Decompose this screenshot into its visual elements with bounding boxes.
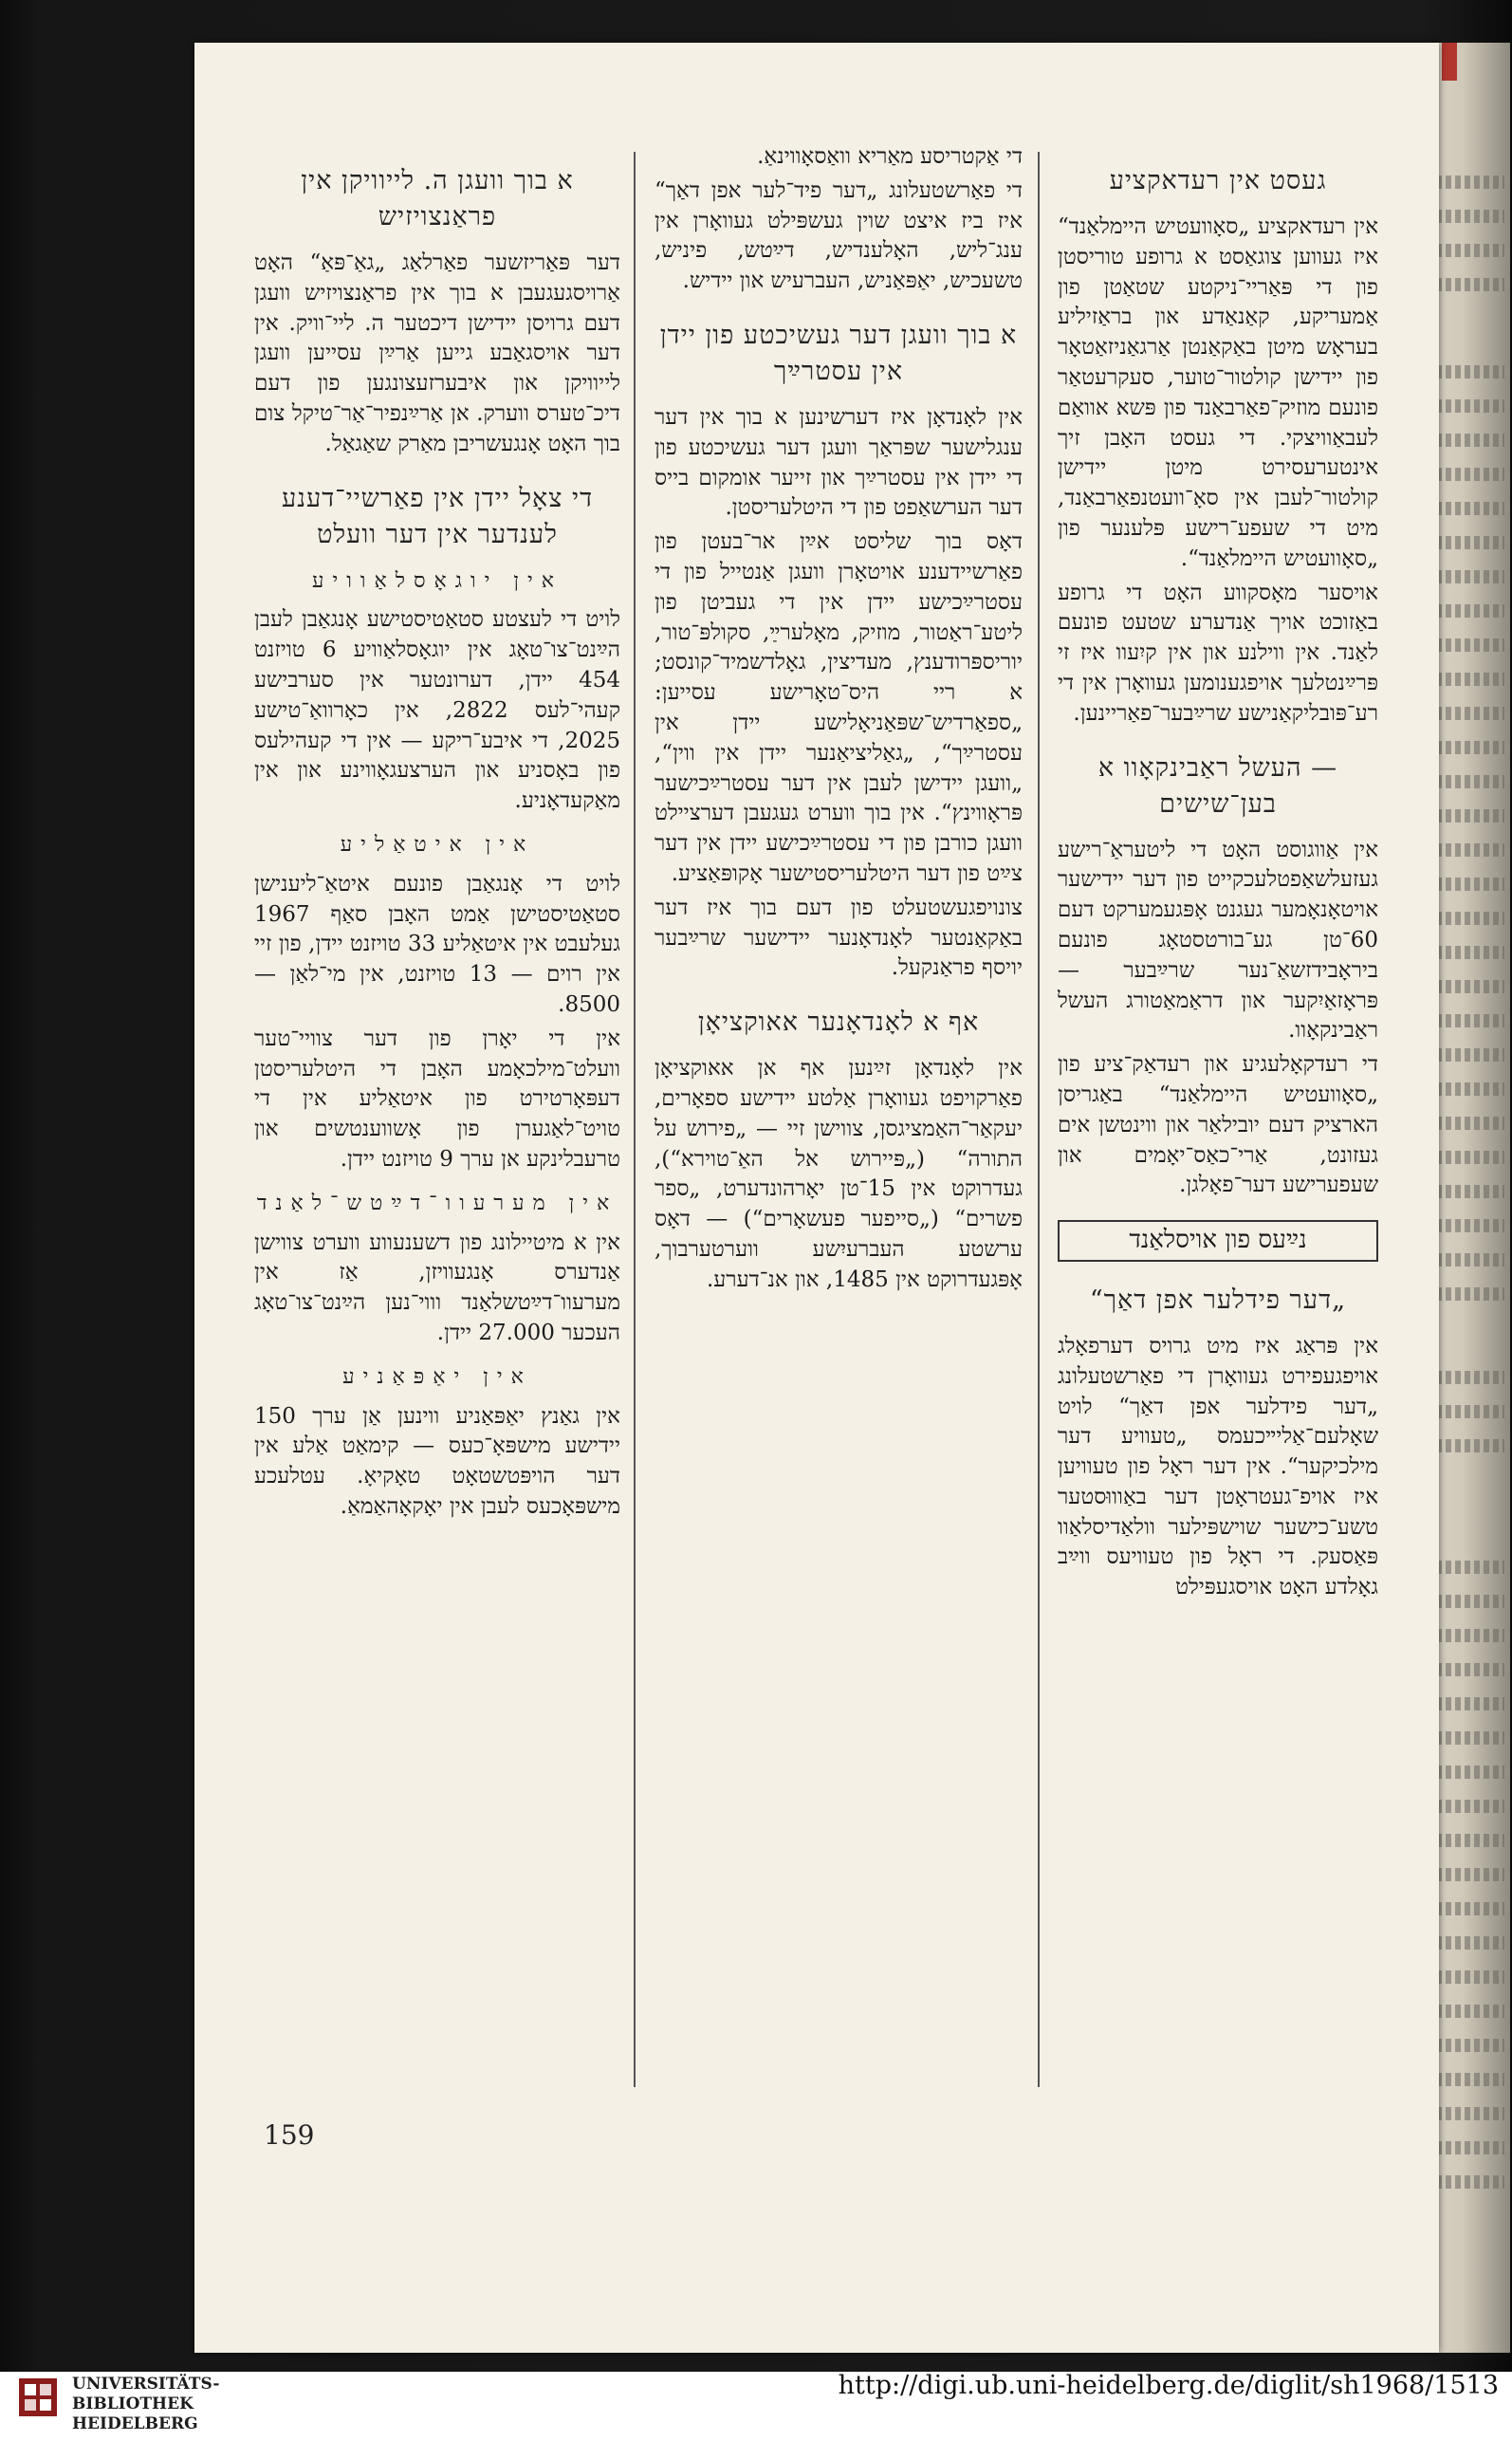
column-rule-right (1038, 152, 1040, 2087)
column-left (254, 142, 620, 1526)
article-austria-p1: אין לאָנדאָן איז דערשינען א בוך אין דער ענגלישער שפּראַך וועגן דער געשיכטע פון די יידן אין עסטרײַך און זייער אומקום בייס דער הערשאַפט פון די היטלעריסטן. (655, 404, 1023, 521)
heading-jewish-population: די צאָל יידן אין פאַרשיי־דענע לענדער אין דער וועלט (281, 483, 594, 549)
library-name-line2: BIBLIOTHEK (72, 2394, 194, 2413)
column-right (1058, 142, 1378, 1607)
subheading-west-germany: אין מערעוו־דײַטש־לאַנד (256, 1191, 618, 1215)
subheading-italy: אין איטאַליע (340, 832, 535, 857)
article-austria-p3: צונויפגעשטעלט פון דעם בוך איז דער באַקאַנטער לאָנדאָנער יידישער שרײַבער יויסף פראַנקעל. (655, 895, 1023, 981)
library-name (72, 2375, 262, 2434)
article-guests-p1: אין רעדאקציע „סאָוועטיש היימלאַנד“ איז געווען צוגאַסט א גרופע טוריסטן פון די פּאַריי־ניקטע שטאַטן פון אַמעריקע, קאַנאַדע און בראַזיליע בעראָש מיטן באַקאַנטן אַרגאַניזאַטאָר פון יידישן קולטור־טוער, סעקרעטאַר פונעם מוזיק־פאַרבאַנד פון פּשא אוואַם לעבאַוויצקי. די געסט האָבן זיך אינטערעסירט מיטן יידישן קולטור־לעבן אין סאָ־וועטנפאַרבאַנד, מיט די שעפע־רישע פּלענער פון „סאָוועטיש היימלאַנד“. (1058, 214, 1378, 571)
article-fiddler-p1: אין פּראַג איז מיט גרויס דערפאָלג אויפגעפירט געוואָרן די פאַרשטעלונג „דער פידלער אפן דאַך“ לויט שאָלעם־אַליײכעמס „טעוויע דער מילכיקער“. אין דער ראָל פון טעוויען איז אויפ־געטראָטן דער באַוווּסטער טשע־כישער שוישפּילער וולאַדיסלאַוו פּאַסעק. די ראָל פון טעוויעס ווײַב גאָלדע האָט אויסגעפּילט (1058, 1333, 1378, 1600)
heading-rabinkov: — העשל ראַבינקאָוו א בען־שישים (1097, 752, 1338, 819)
article-guests-p2: אויסער מאָסקווע האָט די גרופע באַזוכט אויך אַנדערע שטעט פונעם לאַנד. אין ווילנע און אין קיִעוו איז זי פּרײַנטלעך אויפגענומען געוואָרן אין די רע־פּובליקאַנישע שרײַבער־פאַריינען. (1058, 580, 1378, 726)
article-japan: אין גאַנץ יאַפּאַניע ווינען אַן ערך 150 יידישע מישפּאָ־כעס — קימאַט אַלע אין דער הויפּטשטאָט טאָקיאָ. עטלעכע מישפּאָכעס לעבן אין יאָקאָהאַמאַ. (254, 1403, 620, 1519)
heading-fiddler-on-the-roof: „דער פידלער אפן דאַך“ (1089, 1285, 1347, 1315)
article-west-germany: אין א מיטיילונג פון דשענעווע ווערט צווישן אַנדערס אָנגעוויזן, אַז אין מערעוו־דײַטשלאַנד וווי־נען הײַנט־צו־טאָג העכער 27.000 יידן. (254, 1230, 620, 1345)
article-rabinkov-p2: די רעדקאָלעגיע און רעדאַק־ציע פון „סאָוועטיש היימלאַנד“ באַגריסן הארציק דעם יובילאַר און ווינטשן אים געזונט, אַרי־כאַס־יאָמים און שעפערישע דער־פאָלגן. (1058, 1052, 1378, 1198)
library-name-line3: HEIDELBERG (72, 2414, 198, 2433)
red-page-marker (1442, 43, 1457, 81)
section-box-news-from-abroad: נײַעס פון אויסלאַנד (1058, 1220, 1378, 1262)
heading-austrian-jews-book: א בוך וועגן דער געשיכטע פון יידן אין עסטרײַך (659, 320, 1018, 386)
column-rule-left (634, 152, 636, 2087)
source-url-link[interactable]: http://digi.ub.uni-heidelberg.de/diglit/sh1968/1513 (838, 2371, 1499, 2400)
article-italy-p1: לויט די אָנגאַבן פונעם איטאַ־ליענישן סטאַטיסטישן אַמט האָבן סאַף 1967 געלעבט אין איטאַליע 33 טויזנט יידן, פון זיי אין רוים — 13 טויזנט, אין מי־לאַן — 8500. (254, 871, 620, 1017)
article-italy-p2: אין די יאָרן פון דער צוויי־טער וועלט־מילכאָמע האָבן די היטלעריסטן דעפּאָרטירט פון איטאַליע אין די טויט־לאַגערן פון אָשווענטשים און טרעבלינקע אן ערך 9 טויזנט יידן. (254, 1026, 620, 1172)
article-rabinkov-p1: אין אַווגוסט האָט די ליטעראַ־רישע געזעלשאַפטלעכקייט פון דער יידישער אויטאָנאָמער געגנט אָפּגעמערקט דעם 60־טן גע־בורטסטאָג פונעם ביראָבידזשאַ־נער שרײַבער — פּראָזאַיִקער און דראַמאַטורג העשל ראַבינקאָוו. (1058, 837, 1378, 1044)
library-logo-icon (17, 2376, 59, 2418)
heading-guests-in-editorial: געסט אין רעדאקציע (1109, 166, 1327, 195)
article-fiddler-cont-p2: די פאַרשטעלונג „דער פיד־לער אפן דאַך“ איז ביז איצט שוין געשפּילט געוואָרן אין ענג־ליש, האָלענדיש, דײַטש, פיניש, טשעכיש, יאַפּאַניש, העברעיש און יידיש. (655, 177, 1023, 294)
subheading-yugoslavia: אין יוגאָסלאַוויע (312, 568, 562, 593)
heading-london-auction: אף א לאָנדאָנער אאוקציאָן (697, 1008, 980, 1038)
subheading-japan: אין יאַפּאַניע (342, 1364, 532, 1389)
article-austria-p2: דאָס בוך שליסט אײַן אר־בעטן פון פאַרשיידענע אויטאָרן וועגן אַנטייל פון די עסטרײַכישע יידן אין די געביטן פון ליטע־ראַטור, מוזיק, מאָלערײַ, סקולפּ־טור, יוריספּרודענץ, מעדיצין, גאָלדשמיד־קונסט; א ריי היס־טאָרישע עסייען: „ספאַרדיש־שפּאַניאָלישע יידן אין עסטרײַך“, „גאַליציאַנער יידן אין ווין“, „וועגן יידישן לעבן אין דער עסטרײַכישער פּראָווינץ“. אין בוך ווערט געגעבן דערציילט וועגן כורבן פון די עסטרײַכישע יידן אין דער צײַט פון דער היטלעריסטישער אָקופּאַציע. (655, 529, 1023, 886)
article-leivick-p1: דער פּאַריזשער פאַרלאַג „גאַ־פּאַ“ האָט אַרויסגעגעבן א בוך אין פראַנצויזיש וועגן דעם גרויסן יידישן דיכטער ה. ליי־וויק. אין דער אויסגאַבע גייען אַרײַן עסייען וועגן לייוויקן און איבערזעצונגען פון דעם דיכ־טערס ווערק. אן אַרײַנפיר־אַר־טיקל צום בוך האָט אָנגעשריבן מאַרק שאַגאַל. (254, 250, 620, 456)
heading-leivick-book: א בוך וועגן ה. לייוויקן אין פראַנצויזיש (301, 166, 574, 231)
article-auction-p1: אין לאָנדאָן זײַנען אף אן אאוקציאָן פאַרקויפט געוואָרן אַלטע יידישע ספאָרים, יעקאַר־האַמציגסן, צווישן זיי — „פירוש על התורה“ („פּיירוש אל האַ־טוירא“), געדרוקט אין 15־טן יאָרהונדערט, „ספר פשרים“ („סייפער פעשאָרים“) — דאָס ערשטע העברעיִשע ווערטערבוך, אָפּגעדרוקט אין 1485, און אנ־דערע. (655, 1056, 1023, 1292)
page-number: 159 (264, 2119, 315, 2151)
article-fiddler-cont-p1: די אַקטריסע מאַריא וואַסאָווינאַ. (757, 144, 1023, 169)
column-middle (655, 142, 1023, 1300)
article-yugoslavia: לויט די לעצטע סטאַטיסטישע אָנגאַבן לעבן הײַנט־צו־טאָג אין יוגאָסלאַוויע 6 טויזנט 454 יידן, דערונטער אין סערבישע קעהי־לעס 2822, אין כאָרוואַ־טישע 2025, די איבע־ריקע — אין די קעהילעס פון באָסניע און הערצעגאָווינע און אין מאַקעדאָניע. (254, 607, 621, 814)
library-name-line1: UNIVERSITÄTS- (72, 2375, 220, 2394)
